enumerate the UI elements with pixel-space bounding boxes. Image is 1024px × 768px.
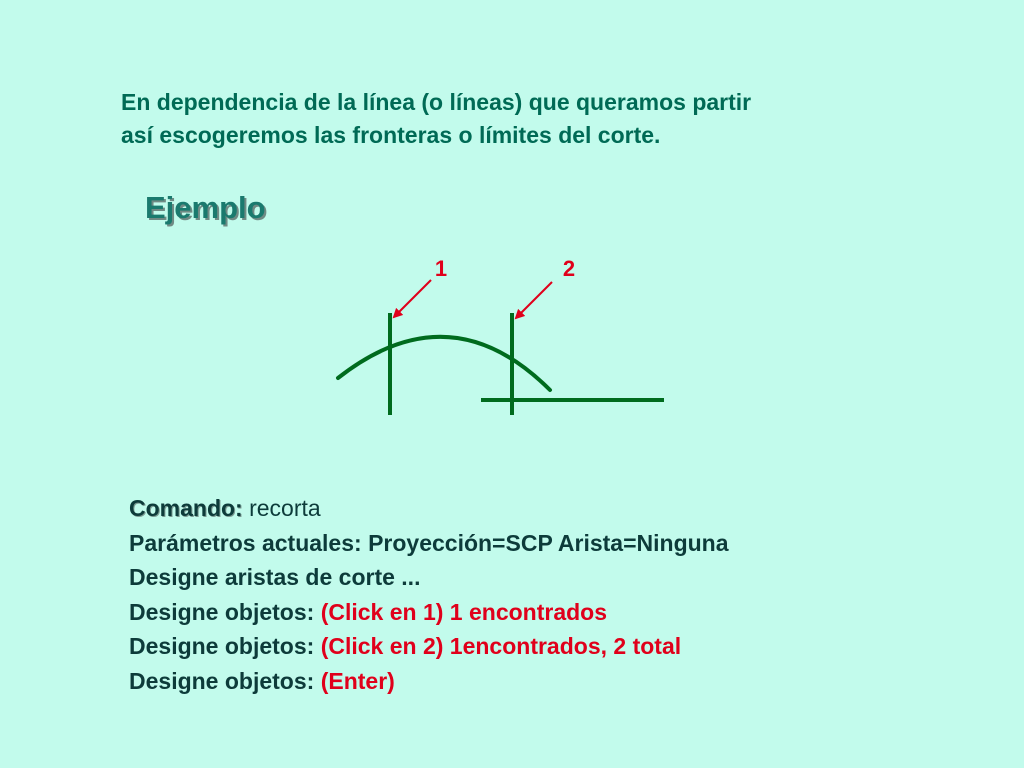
arrow-1 <box>394 280 431 317</box>
label-2: 2 <box>562 256 576 281</box>
params-line: Parámetros actuales: Proyección=SCP Arista=Ninguna <box>129 529 729 556</box>
select-objects-note-1: (Click en 1) 1 encontrados <box>320 598 608 625</box>
command-value: recorta <box>242 495 321 521</box>
command-line <box>129 491 729 526</box>
select-objects-note-2: (Click en 2) 1encontrados, 2 total <box>320 633 682 659</box>
arc-line <box>338 337 550 390</box>
example-title: Ejemplo <box>145 190 266 225</box>
select-objects-line-1 <box>129 595 729 630</box>
select-objects-prefix-3: Designe objetos: <box>129 667 321 694</box>
arrow-2 <box>516 282 552 318</box>
intro-line-2: así escogeremos las fronteras o límites del corte. <box>121 122 661 148</box>
command-log <box>129 491 729 698</box>
label-1: 1 <box>434 256 448 281</box>
select-objects-prefix-1: Designe objetos: <box>129 598 321 625</box>
select-objects-note-3: (Enter) <box>320 667 395 694</box>
select-edges-line: Designe aristas de corte ... <box>129 564 421 590</box>
select-objects-line-3 <box>129 664 729 699</box>
intro-line-1: En dependencia de la línea (o líneas) que queramos partir <box>121 89 752 115</box>
select-objects-prefix-2: Designe objetos: <box>129 633 321 659</box>
command-keyword: Comando: <box>129 495 243 521</box>
select-objects-line-2 <box>129 629 729 664</box>
